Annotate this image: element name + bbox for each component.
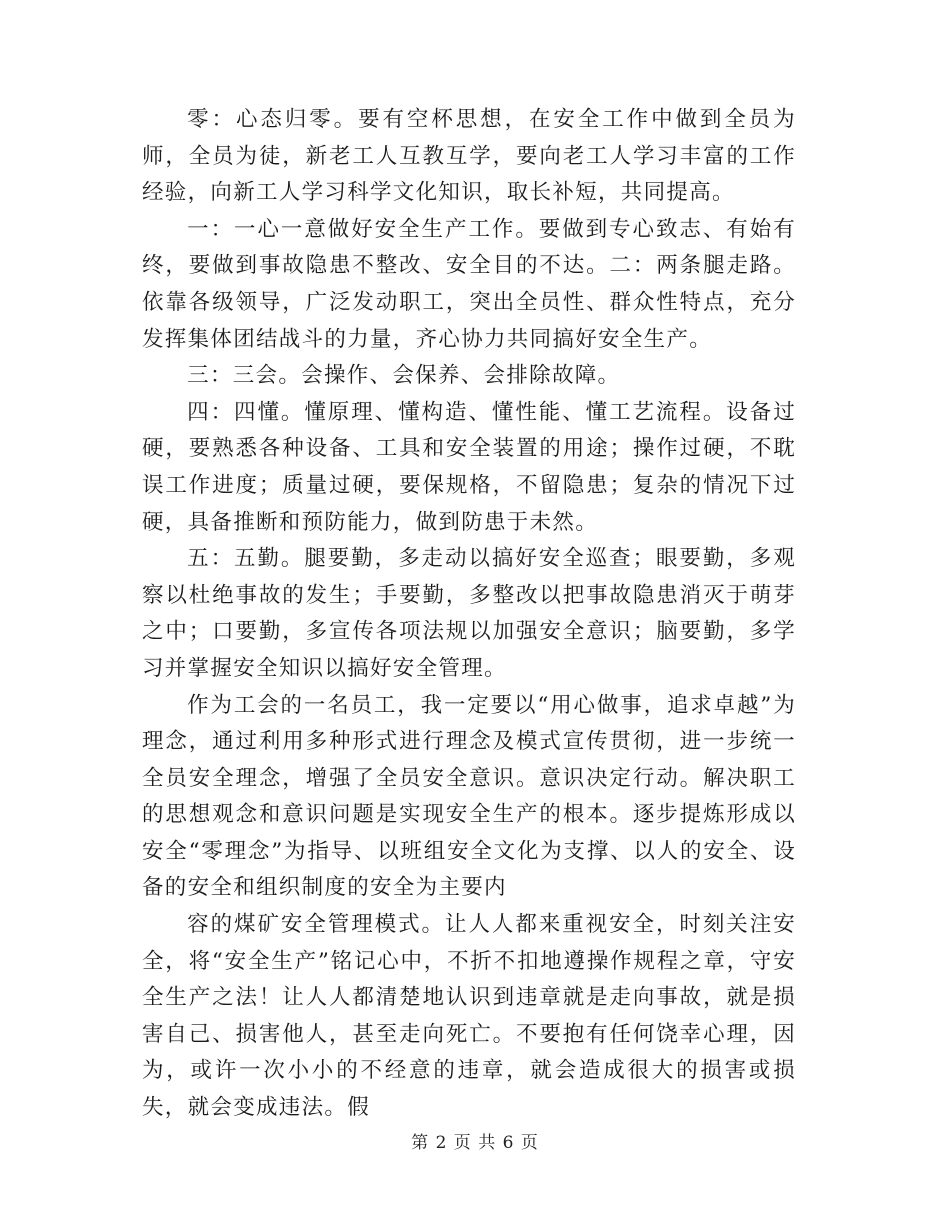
page-footer: [0, 1128, 950, 1153]
paragraph-four: 四：四懂。懂原理、懂构造、懂性能、懂工艺流程。设备过硬，要熟悉各种设备、工具和安全装置的用途；操作过硬，不耽误工作进度；质量过硬，要保规格，不留隐患；复杂的情况下过硬，具备推断和预防能力，做到防患于未然。: [142, 399, 796, 535]
document-body: [142, 102, 796, 1127]
paragraph-zero: 零：心态归零。要有空杯思想，在安全工作中做到全员为师，全员为徒，新老工人互教互学，要向老工人学习丰富的工作经验，向新工人学习科学文化知识，取长补短，共同提高。: [142, 107, 796, 206]
paragraph-management-mode: 容的煤矿安全管理模式。让人人都来重视安全，时刻关注安全，将“安全生产”铭记心中，不折不扣地遵操作规程之章，守安全生产之法！让人人都清楚地认识到违章就是走向事故，就是损害自己、损害他人，甚至走向死亡。不要抱有任何饶幸心理，因为，或许一次小小的不经意的违章，就会造成很大的损害或损失，就会变成违法。假: [142, 912, 796, 1121]
page-number-label: 第 2 页 共 6 页: [411, 1133, 539, 1153]
paragraph-three: 三：三会。会操作、会保养、会排除故障。: [187, 363, 621, 389]
paragraph-five: 五：五勤。腿要勤，多走动以搞好安全巡查；眼要勤，多观察以杜绝事故的发生；手要勤，多整改以把事故隐患消灭于萌芽之中；口要勤，多宣传各项法规以加强安全意识；脑要勤，多学习并掌握安全知识以搞好安全管理。: [142, 546, 796, 681]
paragraph-one-two: 一：一心一意做好安全生产工作。要做到专心致志、有始有终，要做到事故隐患不整改、安全目的不达。二：两条腿走路。依靠各级领导，广泛发动职工，突出全员性、群众性特点，充分发挥集体团结战斗的力量，齐心协力共同搞好安全生产。: [142, 216, 796, 352]
paragraph-union-employee: 作为工会的一名员工，我一定要以“用心做事，追求卓越”为理念，通过利用多种形式进行理念及模式宣传贯彻，进一步统一全员安全理念，增强了全员安全意识。意识决定行动。解决职工的思想观念和意识问题是实现安全生产的根本。逐步提炼形成以安全“零理念”为指导、以班组安全文化为支撑、以人的安全、设备的安全和组织制度的安全为主要内: [142, 692, 796, 901]
